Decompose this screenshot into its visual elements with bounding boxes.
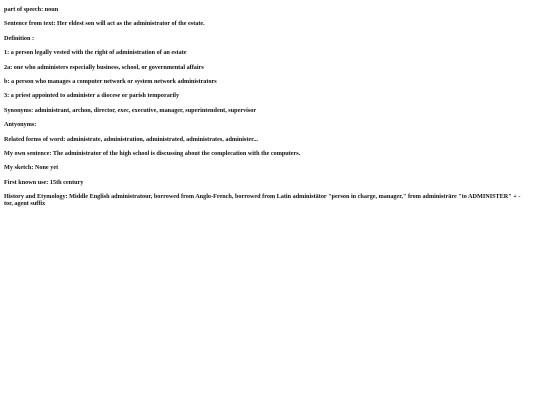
first-known-use: First known use: 15th century xyxy=(4,178,84,186)
definition-heading: Definition : xyxy=(4,34,35,42)
own-sentence: My own sentence: The administrator of the high school is discussing about the complecation with the computers. xyxy=(4,149,301,157)
definition-2a: 2a: one who administers especially business, school, or governmental affairs xyxy=(4,63,204,71)
definition-2b: b: a person who manages a computer network or system network administrators xyxy=(4,77,217,85)
definition-1: 1: a person legally vested with the right of administration of an estate xyxy=(4,49,187,57)
related-forms: Related forms of word: administrate, administration, administrated, administrates, administer... xyxy=(4,135,258,143)
definition-3: 3: a priest appointed to administer a diocese or parish temporarily xyxy=(4,92,180,100)
synonyms: Synonyms: administrant, archon, director, exec, executive, manager, superintendent, supervisor xyxy=(4,106,257,114)
antonyms: Antyonyms: xyxy=(4,121,37,129)
history-etymology: History and Etymology: Middle English administratour, borrowed from Anglo-French, borrowed from Latin administātor "person in charge, manager," from administrāre "to ADMINISTER" + -tor, agent suffix xyxy=(4,193,521,208)
my-sketch: My sketch: None yet xyxy=(4,164,59,172)
sentence-from-text: Sentence from text: Her eldest son will act as the administrator of the estate. xyxy=(4,20,205,28)
part-of-speech: part of speech: noun xyxy=(4,6,59,13)
